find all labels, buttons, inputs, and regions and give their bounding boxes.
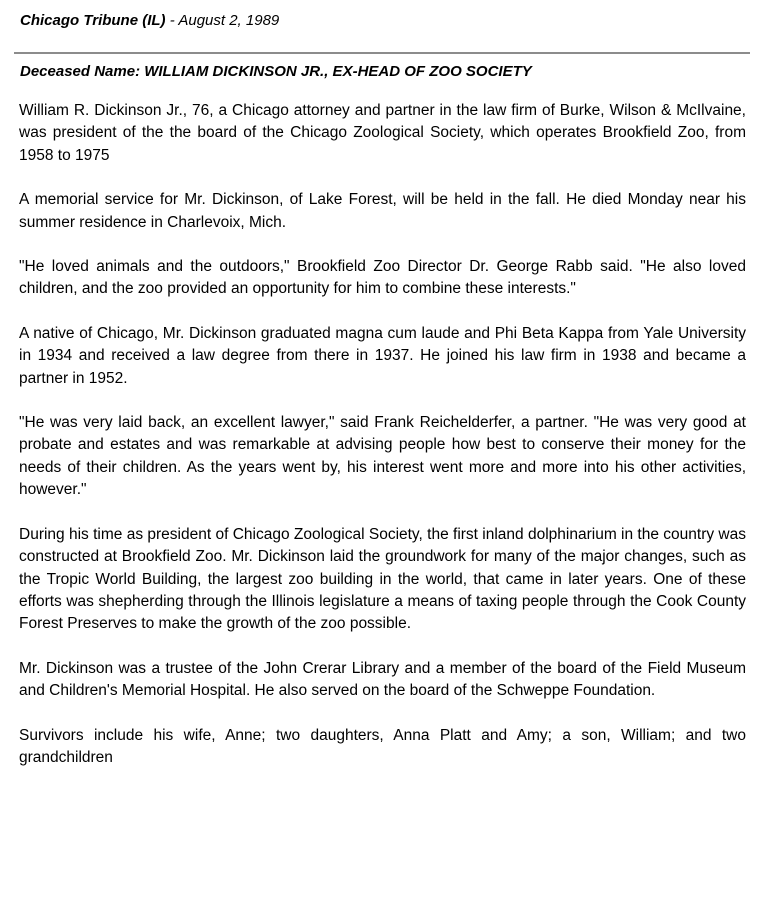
- source-line: [20, 12, 279, 29]
- publication-name: Chicago Tribune (IL): [20, 12, 166, 29]
- article-paragraph: Survivors include his wife, Anne; two daughters, Anna Platt and Amy; a son, William; and two grandchildren: [19, 726, 746, 766]
- article-body: [19, 100, 746, 791]
- deceased-label: Deceased Name:: [20, 63, 145, 80]
- article-paragraph: "He was very laid back, an excellent lawyer," said Frank Reichelderfer, a partner. "He was very good at probate and estates and was remarkable at advising people how best to conserve their money for the needs of their children. As the years went by, his interest went more and more into his other activities, however.": [19, 414, 746, 499]
- source-separator: -: [165, 12, 179, 29]
- deceased-name-line: [20, 63, 532, 80]
- article-paragraph: A memorial service for Mr. Dickinson, of Lake Forest, will be held in the fall. He died Monday near his summer residence in Charlevoix, Mich.: [19, 191, 746, 231]
- article-paragraph: A native of Chicago, Mr. Dickinson graduated magna cum laude and Phi Beta Kappa from Yale University in 1934 and received a law degree from there in 1937. He joined his law firm in 1938 and became a partner in 1952.: [19, 324, 746, 387]
- article-paragraph: "He loved animals and the outdoors," Brookfield Zoo Director Dr. George Rabb said. "He also loved children, and the zoo provided an opportunity for him to combine these interests.": [19, 258, 746, 298]
- publication-date: August 2, 1989: [178, 12, 280, 29]
- article-paragraph: William R. Dickinson Jr., 76, a Chicago attorney and partner in the law firm of Burke, Wilson & McIlvaine, was president of the the board of the Chicago Zoological Society, which operates Brookfield Zoo, from 1958 to 1975: [19, 102, 746, 164]
- deceased-name: WILLIAM DICKINSON JR., EX-HEAD OF ZOO SOCIETY: [144, 63, 532, 80]
- header-divider: [14, 52, 750, 54]
- article-paragraph: During his time as president of Chicago Zoological Society, the first inland dolphinarium in the country was constructed at Brookfield Zoo. Mr. Dickinson laid the groundwork for many of the major changes, such as the Tropic World Building, the largest zoo building in the world, that came in later years. One of these efforts was shepherding through the Illinois legislature a means of taxing people through the Cook County Forest Preserves to make the growth of the zoo possible.: [19, 525, 746, 633]
- article-paragraph: Mr. Dickinson was a trustee of the John Crerar Library and a member of the board of the Field Museum and Children's Memorial Hospital. He also served on the board of the Schweppe Foundation.: [19, 659, 746, 700]
